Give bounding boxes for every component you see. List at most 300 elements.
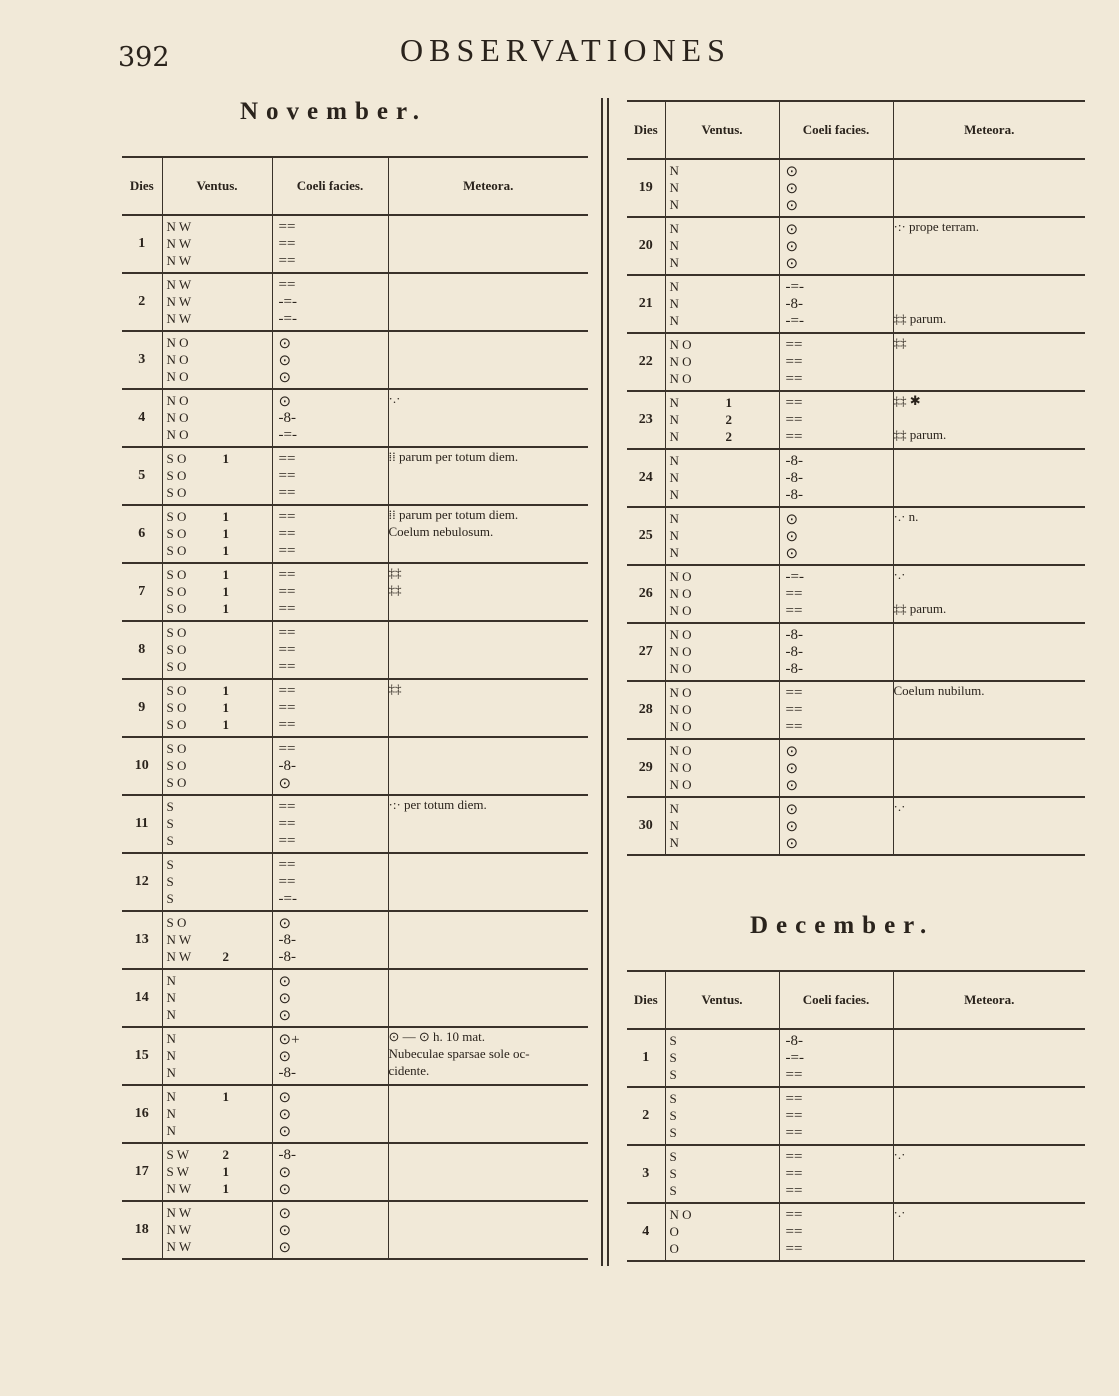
sky-symbol: ==: [278, 641, 296, 658]
sky-symbol: -8-: [278, 1064, 296, 1081]
table-row: [122, 737, 588, 795]
table-row: [122, 969, 588, 1027]
sky-symbol: ==: [278, 624, 296, 641]
wind-line: [666, 661, 779, 678]
sky-symbol: ==: [278, 873, 296, 890]
sky-symbol: -8-: [785, 469, 803, 486]
sky-symbol: ⊙: [785, 760, 799, 777]
wind-force: 1: [222, 1089, 229, 1104]
wind-line: [666, 528, 779, 545]
wind-line: [163, 659, 272, 676]
day-number: 1: [122, 215, 162, 273]
wind-line: [666, 627, 779, 644]
day-number: 25: [627, 507, 665, 565]
wind-line: [163, 352, 272, 369]
wind-direction: N: [669, 511, 679, 526]
sky-cell: [779, 449, 893, 507]
sky-symbol: ==: [278, 276, 296, 293]
table-row: [122, 621, 588, 679]
wind-line: [666, 545, 779, 562]
wind-cell: [162, 911, 272, 969]
wind-cell: [162, 795, 272, 853]
sky-stack: [273, 567, 388, 618]
table-row: [122, 1027, 588, 1085]
wind-line: [163, 990, 272, 1007]
sky-cell: [272, 273, 388, 331]
wind-line: [163, 526, 272, 543]
wind-cell: [162, 505, 272, 563]
sky-cell: [272, 447, 388, 505]
meteora-cell: [388, 273, 588, 331]
sky-symbol: -8-: [785, 452, 803, 469]
sky-symbol: ==: [785, 602, 803, 619]
meteora-cell: ‡‡: [388, 679, 588, 737]
wind-direction: S: [166, 891, 174, 906]
wind-force: 1: [725, 395, 732, 410]
wind-cell: [162, 1085, 272, 1143]
wind-line: [666, 1108, 779, 1125]
wind-line: [666, 487, 779, 504]
table-row: [627, 275, 1085, 333]
wind-direction: S: [669, 1091, 677, 1106]
wind-direction: N W: [166, 1181, 192, 1196]
sky-cell: [779, 275, 893, 333]
sky-symbol: ==: [785, 394, 803, 411]
day-number: 22: [627, 333, 665, 391]
sky-symbol: ⊙: [785, 511, 799, 528]
sky-symbol: ==: [785, 718, 803, 735]
sky-stack: [780, 685, 893, 736]
meteora-cell: [893, 449, 1085, 507]
sky-symbol: ==: [278, 856, 296, 873]
wind-line: [666, 644, 779, 661]
sky-cell: [779, 1029, 893, 1087]
wind-direction: S O: [166, 567, 187, 582]
meteora-cell: [388, 1201, 588, 1259]
wind-direction: N O: [669, 627, 692, 642]
meteora-cell: [893, 1087, 1085, 1145]
wind-force: 1: [222, 526, 229, 541]
day-number: 26: [627, 565, 665, 623]
sky-symbol: ⊙: [785, 238, 799, 255]
wind-direction: S: [166, 857, 174, 872]
wind-direction: S: [166, 833, 174, 848]
wind-line: [666, 470, 779, 487]
wind-line: [666, 255, 779, 272]
sky-cell: [779, 391, 893, 449]
header-meteora: Meteora.: [893, 101, 1085, 159]
wind-line: [163, 816, 272, 833]
table-row: [627, 623, 1085, 681]
wind-line: [163, 1164, 272, 1181]
wind-direction: S W: [166, 1147, 190, 1162]
wind-line: [163, 1222, 272, 1239]
wind-cell: [665, 159, 779, 217]
sky-stack: [273, 973, 388, 1024]
wind-direction: S: [669, 1125, 677, 1140]
column-divider: [601, 98, 603, 1266]
wind-cell: [665, 1087, 779, 1145]
header-ventus: Ventus.: [665, 971, 779, 1029]
day-number: 5: [122, 447, 162, 505]
day-number: 9: [122, 679, 162, 737]
sky-symbol: ⊙: [278, 1181, 292, 1198]
wind-direction: N O: [669, 371, 692, 386]
wind-direction: S: [669, 1033, 677, 1048]
wind-line: [163, 741, 272, 758]
wind-cell: [162, 331, 272, 389]
wind-direction: S O: [166, 717, 187, 732]
sky-stack: [273, 277, 388, 328]
sky-symbol: ==: [278, 583, 296, 600]
day-number: 24: [627, 449, 665, 507]
wind-line: [163, 451, 272, 468]
sky-symbol: ⊙: [278, 369, 292, 386]
day-number: 14: [122, 969, 162, 1027]
wind-direction: N: [669, 395, 679, 410]
wind-line: [163, 410, 272, 427]
sky-symbol: ==: [278, 525, 296, 542]
sky-symbol: ⊙: [278, 352, 292, 369]
wind-cell: [665, 1203, 779, 1261]
wind-force: 2: [222, 949, 229, 964]
sky-symbol: -=-: [278, 310, 297, 327]
sky-symbol: ⊙: [785, 818, 799, 835]
table-row: [627, 1203, 1085, 1261]
wind-direction: N O: [166, 410, 189, 425]
wind-direction: N: [166, 1089, 176, 1104]
sky-symbol: ⊙: [278, 1239, 292, 1256]
meteora-cell: [388, 215, 588, 273]
sky-cell: [272, 737, 388, 795]
table-november: [122, 156, 588, 1260]
wind-force: 1: [222, 1164, 229, 1179]
wind-line: [666, 337, 779, 354]
meteora-cell: [893, 1029, 1085, 1087]
wind-direction: S O: [166, 468, 187, 483]
day-number: 1: [627, 1029, 665, 1087]
header-meteora: Meteora.: [893, 971, 1085, 1029]
sky-symbol: ==: [278, 218, 296, 235]
wind-cell: [665, 507, 779, 565]
wind-line: [666, 719, 779, 736]
wind-direction: N W: [166, 949, 192, 964]
sky-symbol: ==: [785, 1090, 803, 1107]
wind-direction: N W: [166, 932, 192, 947]
meteora-cell: [893, 739, 1085, 797]
wind-cell: [162, 737, 272, 795]
sky-cell: [272, 331, 388, 389]
sky-symbol: ==: [785, 1165, 803, 1182]
table-row: [627, 507, 1085, 565]
sky-symbol: ==: [278, 467, 296, 484]
sky-symbol: ==: [278, 832, 296, 849]
sky-stack: [273, 915, 388, 966]
wind-line: [666, 1067, 779, 1084]
wind-cell: [665, 391, 779, 449]
wind-line: [666, 835, 779, 852]
wind-line: [163, 584, 272, 601]
sky-symbol: ⊙: [278, 1048, 292, 1065]
sky-stack: [273, 799, 388, 850]
wind-line: [163, 393, 272, 410]
sky-cell: [272, 911, 388, 969]
table-row: [122, 1201, 588, 1259]
sky-cell: [779, 797, 893, 855]
day-number: 28: [627, 681, 665, 739]
day-number: 19: [627, 159, 665, 217]
wind-direction: N: [669, 835, 679, 850]
sky-symbol: ⊙: [785, 255, 799, 272]
sky-cell: [272, 1201, 388, 1259]
running-head: OBSERVATIONES: [400, 32, 731, 68]
wind-line: [163, 1007, 272, 1024]
sky-stack: [273, 1089, 388, 1140]
sky-cell: [272, 679, 388, 737]
wind-line: [666, 238, 779, 255]
wind-line: [666, 685, 779, 702]
sky-stack: [780, 801, 893, 852]
wind-line: [163, 973, 272, 990]
sky-symbol: -=-: [278, 426, 297, 443]
wind-line: [163, 717, 272, 734]
wind-direction: N: [166, 1106, 176, 1121]
wind-direction: N O: [669, 777, 692, 792]
header-coeli-facies: Coeli facies.: [779, 971, 893, 1029]
table-november-continued: [627, 100, 1085, 856]
sky-stack: [780, 453, 893, 504]
sky-symbol: ⊙: [278, 973, 292, 990]
wind-cell: [665, 449, 779, 507]
sky-symbol: ==: [278, 740, 296, 757]
wind-direction: N O: [166, 352, 189, 367]
wind-line: [163, 932, 272, 949]
sky-cell: [272, 215, 388, 273]
wind-force: 1: [222, 543, 229, 558]
sky-symbol: ==: [785, 1148, 803, 1165]
sky-symbol: ==: [278, 815, 296, 832]
table-row: [627, 333, 1085, 391]
wind-direction: N: [669, 801, 679, 816]
wind-direction: N: [669, 487, 679, 502]
table-row: [627, 1145, 1085, 1203]
sky-symbol: ==: [785, 1206, 803, 1223]
sky-symbol: ==: [785, 1223, 803, 1240]
wind-force: 1: [222, 683, 229, 698]
sky-symbol: ⊙: [278, 775, 292, 792]
wind-line: [666, 603, 779, 620]
wind-direction: S O: [166, 642, 187, 657]
meteora-cell: [388, 853, 588, 911]
wind-line: [163, 775, 272, 792]
header-dies: Dies: [122, 157, 162, 215]
sky-symbol: ==: [785, 1124, 803, 1141]
sky-cell: [779, 681, 893, 739]
meteora-cell: ⁞⁞ parum per totum diem. Coelum nebulosum.: [388, 505, 588, 563]
sky-symbol: ⊙: [785, 801, 799, 818]
wind-direction: S O: [166, 584, 187, 599]
wind-direction: N: [166, 1031, 176, 1046]
sky-symbol: ==: [278, 798, 296, 815]
wind-cell: [665, 565, 779, 623]
wind-direction: N: [166, 1123, 176, 1138]
wind-force: 2: [222, 1147, 229, 1162]
sky-symbol: ⊙: [785, 163, 799, 180]
sky-symbol: ==: [785, 585, 803, 602]
wind-line: [163, 891, 272, 908]
wind-line: [666, 1033, 779, 1050]
wind-direction: S O: [166, 526, 187, 541]
sky-symbol: ==: [785, 428, 803, 445]
wind-line: [163, 543, 272, 560]
wind-direction: N O: [166, 335, 189, 350]
day-number: 30: [627, 797, 665, 855]
wind-line: [163, 799, 272, 816]
sky-stack: [780, 1091, 893, 1142]
meteora-cell: [388, 1143, 588, 1201]
wind-direction: N: [166, 1048, 176, 1063]
day-number: 7: [122, 563, 162, 621]
wind-line: [666, 1224, 779, 1241]
wind-line: [163, 700, 272, 717]
sky-stack: [273, 857, 388, 908]
wind-force: 1: [222, 700, 229, 715]
meteora-cell: ·.·: [388, 389, 588, 447]
table-row: [627, 449, 1085, 507]
sky-symbol: ==: [278, 235, 296, 252]
wind-direction: N: [166, 1065, 176, 1080]
wind-direction: N: [669, 313, 679, 328]
wind-direction: N: [669, 429, 679, 444]
sky-symbol: ⊙: [785, 835, 799, 852]
wind-line: [163, 219, 272, 236]
wind-direction: N W: [166, 1239, 192, 1254]
sky-symbol: ⊙: [785, 221, 799, 238]
wind-line: [163, 1089, 272, 1106]
sky-symbol: ⊙: [785, 197, 799, 214]
sky-symbol: ==: [785, 1240, 803, 1257]
sky-stack: [780, 337, 893, 388]
sky-symbol: ==: [785, 353, 803, 370]
sky-cell: [779, 333, 893, 391]
wind-line: [666, 221, 779, 238]
wind-line: [163, 1181, 272, 1198]
meteora-cell: ‡‡ ‡‡: [388, 563, 588, 621]
sky-symbol: -=-: [785, 1049, 804, 1066]
table-row: [122, 911, 588, 969]
table-row: [122, 447, 588, 505]
meteora-cell: [388, 911, 588, 969]
wind-line: [163, 833, 272, 850]
table-row: [122, 389, 588, 447]
sky-symbol: ⊙: [278, 1205, 292, 1222]
wind-force: 1: [222, 584, 229, 599]
day-number: 16: [122, 1085, 162, 1143]
sky-cell: [272, 853, 388, 911]
wind-cell: [162, 215, 272, 273]
wind-direction: N: [669, 470, 679, 485]
wind-line: [163, 468, 272, 485]
wind-direction: S O: [166, 625, 187, 640]
wind-line: [163, 857, 272, 874]
wind-direction: N O: [669, 661, 692, 676]
sky-symbol: ⊙: [278, 1089, 292, 1106]
day-number: 29: [627, 739, 665, 797]
day-number: 2: [122, 273, 162, 331]
wind-cell: [162, 969, 272, 1027]
wind-line: [163, 949, 272, 966]
sky-symbol: -8-: [785, 660, 803, 677]
meteora-cell: ‡‡ ✱ ‡‡ parum.: [893, 391, 1085, 449]
wind-direction: N: [669, 163, 679, 178]
wind-cell: [665, 681, 779, 739]
sky-symbol: ⊙: [278, 990, 292, 1007]
wind-cell: [162, 1027, 272, 1085]
sky-stack: [273, 509, 388, 560]
day-number: 10: [122, 737, 162, 795]
sky-cell: [779, 507, 893, 565]
day-number: 21: [627, 275, 665, 333]
sky-stack: [780, 279, 893, 330]
header-meteora: Meteora.: [388, 157, 588, 215]
wind-direction: S: [166, 816, 174, 831]
wind-line: [666, 1050, 779, 1067]
table-december: [627, 970, 1085, 1262]
table-row: [627, 739, 1085, 797]
wind-cell: [162, 389, 272, 447]
wind-direction: S: [669, 1067, 677, 1082]
wind-force: 1: [222, 717, 229, 732]
sky-symbol: ⊙: [785, 528, 799, 545]
wind-line: [666, 1207, 779, 1224]
wind-direction: N O: [669, 644, 692, 659]
wind-direction: N O: [669, 337, 692, 352]
wind-direction: N: [669, 279, 679, 294]
wind-direction: N: [669, 180, 679, 195]
meteora-cell: ·:· per totum diem.: [388, 795, 588, 853]
wind-line: [666, 296, 779, 313]
wind-direction: S W: [166, 1164, 190, 1179]
table-row: [122, 273, 588, 331]
sky-symbol: ==: [278, 484, 296, 501]
wind-line: [163, 236, 272, 253]
meteora-cell: [388, 737, 588, 795]
wind-direction: S O: [166, 915, 187, 930]
header-coeli-facies: Coeli facies.: [779, 101, 893, 159]
wind-direction: N: [669, 453, 679, 468]
sky-symbol: ==: [785, 1182, 803, 1199]
wind-line: [163, 1048, 272, 1065]
month-title-november: November.: [240, 98, 428, 125]
sky-symbol: ⊙: [785, 545, 799, 562]
wind-force: 1: [222, 451, 229, 466]
header-dies: Dies: [627, 971, 665, 1029]
wind-cell: [162, 273, 272, 331]
day-number: 18: [122, 1201, 162, 1259]
meteora-cell: ·.· n.: [893, 507, 1085, 565]
sky-symbol: ⊙: [278, 1222, 292, 1239]
table-row: [627, 391, 1085, 449]
table-row: [627, 1029, 1085, 1087]
wind-line: [163, 1205, 272, 1222]
wind-line: [163, 1106, 272, 1123]
wind-direction: S O: [166, 683, 187, 698]
wind-cell: [162, 621, 272, 679]
header-ventus: Ventus.: [162, 157, 272, 215]
sky-cell: [779, 159, 893, 217]
sky-cell: [272, 1143, 388, 1201]
wind-force: 1: [222, 567, 229, 582]
